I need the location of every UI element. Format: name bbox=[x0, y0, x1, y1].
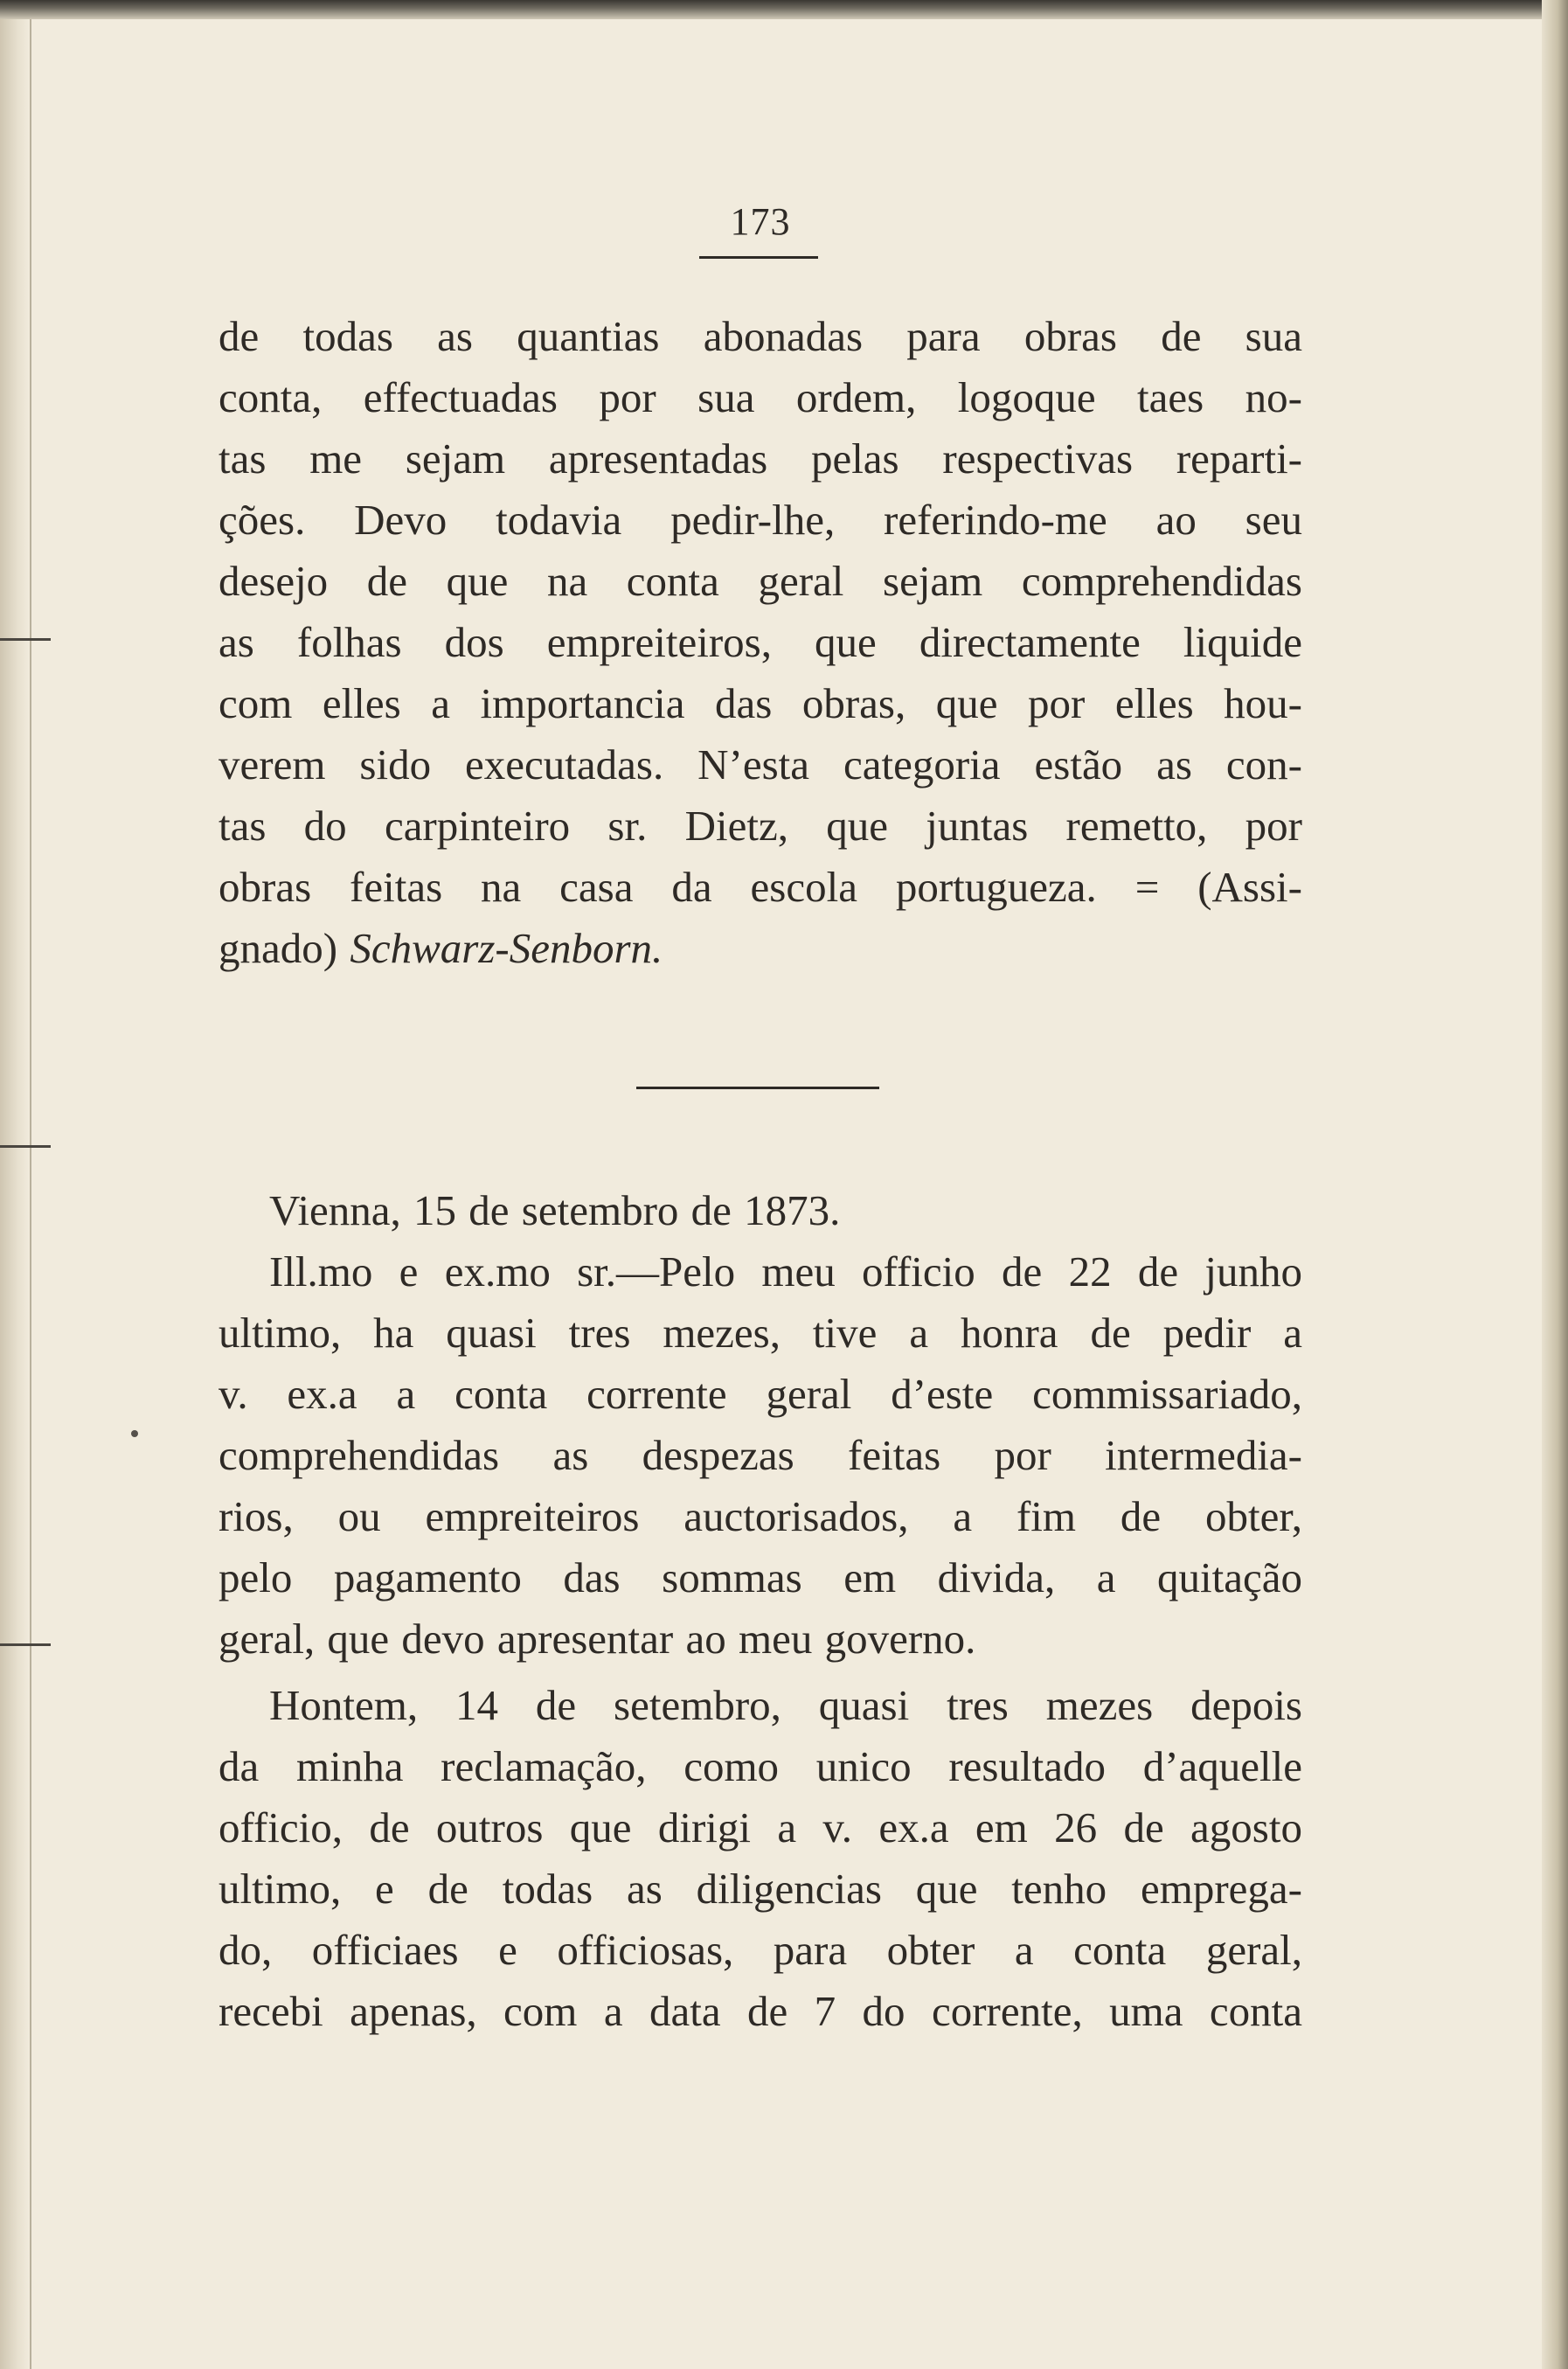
text-line: tas do carpinteiro sr. Dietz, que juntas remetto, por bbox=[219, 802, 1302, 850]
text-line: pelo pagamento das sommas em divida, a quitação bbox=[219, 1553, 1302, 1601]
text-line: da minha reclamação, como unico resultado d’aquelle bbox=[219, 1742, 1302, 1790]
page-number: 173 bbox=[730, 200, 791, 243]
text-line: as folhas dos empreiteiros, que directamente liquide bbox=[219, 618, 1302, 666]
binding-mark bbox=[0, 1145, 51, 1148]
text-line: tas me sejam apresentadas pelas respectivas reparti- bbox=[219, 434, 1302, 483]
text-line: rios, ou empreiteiros auctorisados, a fim de obter, bbox=[219, 1492, 1302, 1540]
text-line: do, officiaes e officiosas, para obter a conta geral, bbox=[219, 1926, 1302, 1974]
page-right-edge bbox=[1542, 0, 1568, 2369]
text-line: verem sido executadas. N’esta categoria estão as con- bbox=[219, 740, 1302, 789]
page-binding bbox=[0, 19, 31, 2369]
page-number-rule bbox=[699, 256, 818, 259]
text-line: recebi apenas, com a data de 7 do corrente, uma conta bbox=[219, 1987, 1302, 2035]
binding-mark bbox=[0, 638, 51, 641]
text-line: Ill.mo e ex.mo sr.—Pelo meu officio de 22 de junho bbox=[269, 1247, 1302, 1296]
section-divider bbox=[636, 1087, 879, 1089]
text-line: conta, effectuadas por sua ordem, logoque taes no- bbox=[219, 373, 1302, 421]
text-line: Hontem, 14 de setembro, quasi tres mezes depois bbox=[269, 1681, 1302, 1729]
paper-speck bbox=[131, 1430, 138, 1437]
text-line: comprehendidas as despezas feitas por intermedia- bbox=[219, 1431, 1302, 1479]
signature-line bbox=[219, 918, 1302, 979]
text-line: desejo de que na conta geral sejam comprehendidas bbox=[219, 557, 1302, 605]
signature-prefix: gnado) bbox=[219, 924, 350, 972]
text-line: v. ex.a a conta corrente geral d’este commissariado, bbox=[219, 1370, 1302, 1418]
text-line: geral, que devo apresentar ao meu governo. bbox=[219, 1615, 976, 1663]
text-line: ultimo, e de todas as diligencias que tenho emprega- bbox=[219, 1865, 1302, 1913]
text-line: de todas as quantias abonadas para obras de sua bbox=[219, 312, 1302, 360]
dateline: Vienna, 15 de setembro de 1873. bbox=[269, 1186, 841, 1234]
letter-second-paragraph bbox=[219, 1675, 1302, 2042]
text-line: ultimo, ha quasi tres mezes, tive a honra de pedir a bbox=[219, 1309, 1302, 1357]
continued-letter-text bbox=[219, 306, 1302, 979]
binding-mark bbox=[0, 1643, 51, 1646]
text-line: officio, de outros que dirigi a v. ex.a em 26 de agosto bbox=[219, 1803, 1302, 1851]
text-line: com elles a importancia das obras, que por elles hou- bbox=[219, 679, 1302, 727]
text-line: obras feitas na casa da escola portugueza. = (Assi- bbox=[219, 863, 1302, 911]
signature-name: Schwarz-Senborn. bbox=[350, 924, 663, 972]
text-line: ções. Devo todavia pedir-lhe, referindo-me ao seu bbox=[219, 496, 1302, 544]
letter-dateline-and-opening bbox=[219, 1180, 1302, 1670]
page-top-edge bbox=[0, 0, 1568, 19]
